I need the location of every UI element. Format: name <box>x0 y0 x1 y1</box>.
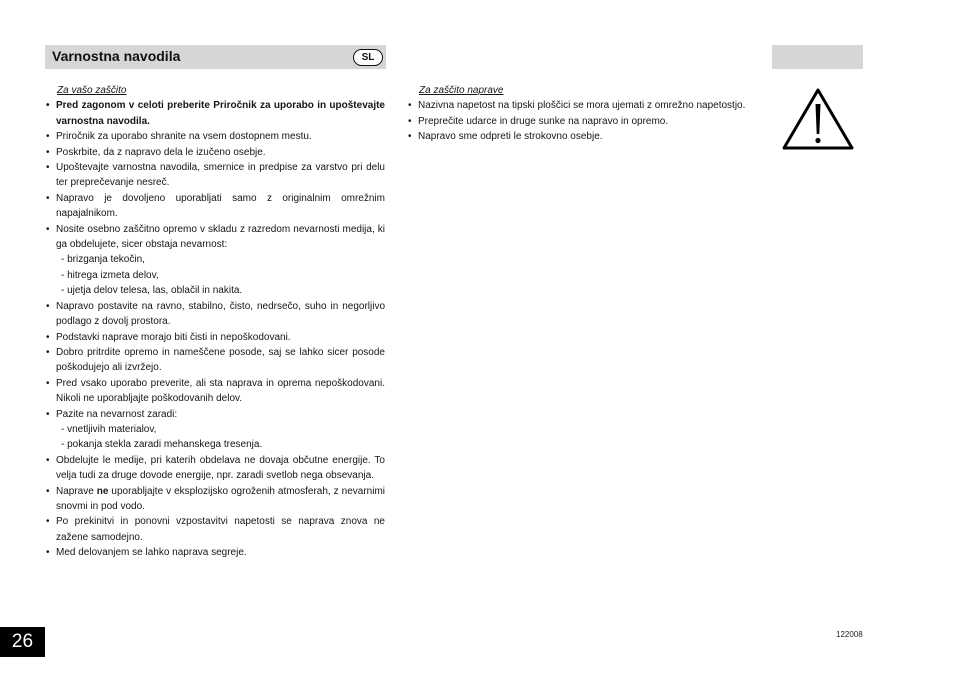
sub-list-item: - vnetljivih materialov, <box>61 423 157 435</box>
list-item-text-pre: Naprave <box>56 485 97 497</box>
list-item: • Po prekinitvi in ponovni vzpostavitvi napetosti se naprava znova ne zažene samodejno. <box>45 514 385 545</box>
list-item: • Upoštevajte varnostna navodila, smernice in predpise za varstvo pri delu ter preprečevanje nesreč. <box>45 160 385 191</box>
sub-list-item: - brizganja tekočin, <box>61 254 145 266</box>
subheading-your-protection: Za vašo zaščito <box>57 85 127 96</box>
left-column <box>45 83 385 561</box>
page-number: 26 <box>0 627 45 657</box>
sub-list-item: - pokanja stekla zaradi mehanskega tresenja. <box>61 439 263 451</box>
list-item: • Med delovanjem se lahko naprava segreje. <box>45 545 385 560</box>
subheading-device-protection: Za zaščito naprave <box>419 85 504 96</box>
list-item: • Obdelujte le medije, pri katerih obdelava ne dovaja občutne energije. To velja tudi za druge dovode energije, npr. zaradi svetlob nega obsevanja. <box>45 453 385 484</box>
middle-column <box>407 83 747 145</box>
list-item: • Preprečite udarce in druge sunke na napravo in opremo. <box>407 114 747 129</box>
list-item: • Napravo je dovoljeno uporabljati samo z originalnim omrežnim napajalnikom. <box>45 191 385 222</box>
right-header-bar <box>772 45 863 69</box>
list-item: • Napravo sme odpreti le strokovno osebje. <box>407 129 747 144</box>
warning-triangle-icon <box>781 86 855 152</box>
section-title: Varnostna navodila <box>52 48 181 64</box>
sub-list-item: - ujetja delov telesa, las, oblačil in nakita. <box>61 285 243 297</box>
list-item: • Podstavki naprave morajo biti čisti in nepoškodovani. <box>45 330 385 345</box>
list-item: • Priročnik za uporabo shranite na vsem dostopnem mestu. <box>45 129 385 144</box>
list-item: • Nosite osebno zaščitno opremo v skladu z razredom nevarnosti medija, ki ga obdelujete, sicer obstaja nevarnost: <box>45 222 385 253</box>
language-badge: SL <box>353 49 383 66</box>
document-code: 122008 <box>836 630 863 639</box>
list-item: • Dobro pritrdite opremo in nameščene posode, saj se lahko sicer posode poškodujejo ali izvržejo. <box>45 345 385 376</box>
section-title-bar <box>45 45 386 69</box>
list-item: • Poskrbite, da z napravo dela le izučeno osebje. <box>45 145 385 160</box>
list-item: • Nazivna napetost na tipski ploščici se mora ujemati z omrežno napetostjo. <box>407 98 747 113</box>
list-item: • Pred zagonom v celoti preberite Priročnik za uporabo in upoštevajte varnostna navodila. <box>45 98 385 129</box>
sub-list-item: - hitrega izmeta delov, <box>61 269 159 281</box>
list-item: • Pred vsako uporabo preverite, ali sta naprava in oprema nepoškodovani. Nikoli ne uporabljajte poškodovanih delov. <box>45 376 385 407</box>
list-item-emphasis: ne <box>96 485 109 497</box>
list-item <box>45 484 385 515</box>
list-item: • Pazite na nevarnost zaradi: <box>45 407 385 422</box>
list-item: • Napravo postavite na ravno, stabilno, čisto, nedrsečo, suho in negorljivo podlago z dovolj prostora. <box>45 299 385 330</box>
list-item-text-post: uporabljajte v eksplozijsko ogroženih atmosferah, z nevarnimi snovmi in pod vodo. <box>56 485 385 512</box>
